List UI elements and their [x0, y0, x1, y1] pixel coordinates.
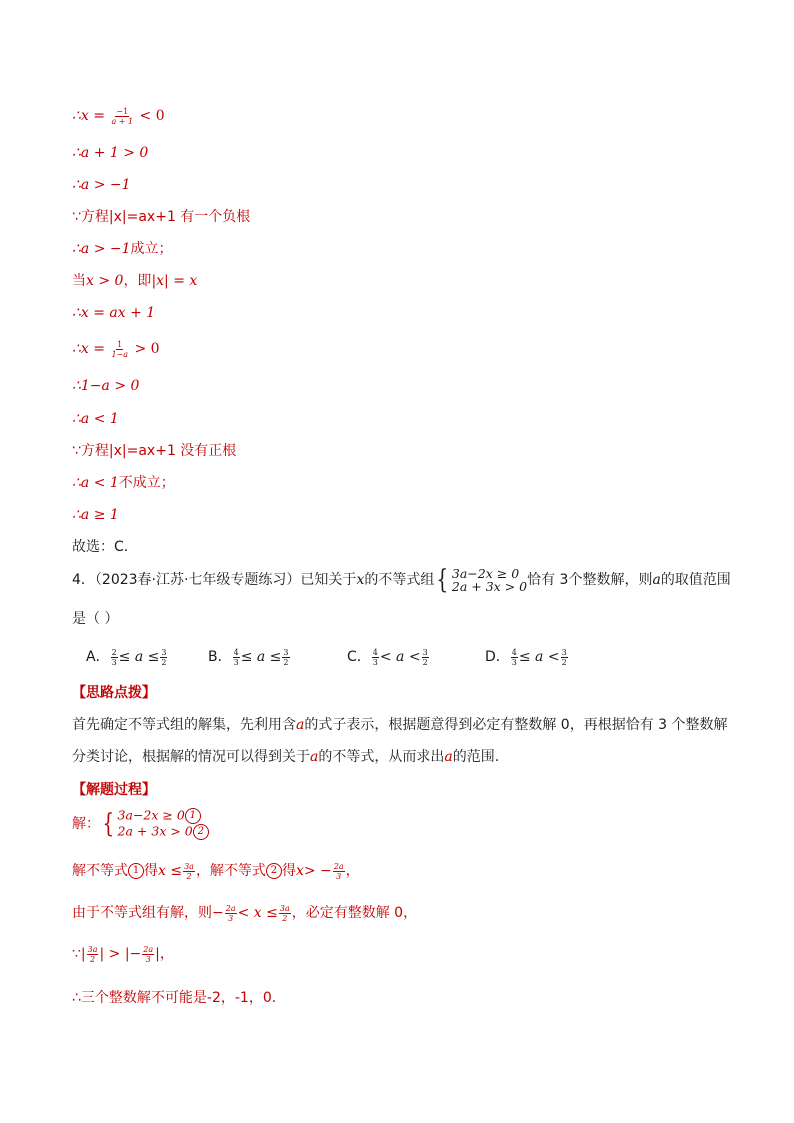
solution-line-3: ∴a > −1	[72, 177, 131, 193]
solution-line-1	[72, 106, 165, 126]
option-b[interactable]: B． $\frac{4}{3}$ ≤ a ≤ $\frac{3}{2}$	[208, 647, 289, 667]
option-c[interactable]: C． $\frac{4}{3}$ < a < $\frac{3}{2}$	[347, 647, 428, 667]
solution-heading: 【解题过程】	[72, 782, 156, 798]
solution-line-4: ∵方程|x|=ax+1 有一个负根	[72, 209, 251, 225]
brace-icon: {	[102, 809, 115, 839]
fraction: $\frac{1}{1-a}$	[111, 339, 128, 359]
solution-line-6: 当x > 0，即|x| = x	[72, 273, 198, 289]
question-4-line-2: 是（ ）	[72, 611, 119, 627]
inequality-system: { 3a−2x ≥ 0 2a + 3x > 0	[436, 565, 528, 595]
hint-heading: 【思路点拨】	[72, 685, 156, 701]
option-d[interactable]: D． $\frac{4}{3}$ ≤ a < $\frac{3}{2}$	[485, 647, 567, 667]
solution-line-12: ∴a < 1不成立；	[72, 475, 175, 491]
solution-step-4: ∴三个整数解不可能是-2，-1，0.	[72, 990, 277, 1006]
solution-line-11: ∵方程|x|=ax+1 没有正根	[72, 443, 237, 459]
solution-step-3: ∵| $\frac{3a}{2}$ | > |− $\frac{2a}{3}$ |，	[72, 944, 174, 964]
solution-line-10: ∴a < 1	[72, 411, 119, 427]
math-text: < 0	[139, 108, 165, 124]
solution-system: 解： { 3a−2x ≥ 0 1 2a + 3x > 0 2	[72, 808, 209, 840]
math-text: ∴x =	[72, 108, 105, 124]
hint-paragraph-line-2: 分类讨论，根据解的情况可以得到关于a的不等式，从而求出a的范围.	[72, 749, 500, 765]
solution-line-7: ∴x = ax + 1	[72, 305, 156, 321]
solution-step-2: 由于不等式组有解，则− $\frac{2a}{3}$ < x ≤ $\frac{3a}{2}$ ，必定有整数解 0，	[72, 903, 418, 923]
circled-number-1: 1	[185, 808, 201, 824]
solution-step-1: 解不等式 1 得x ≤ $\frac{3a}{2}$ ，解不等式 2 得x> − $\frac{2a}{3}$ ，	[72, 861, 360, 881]
solution-line-5: ∴a > −1成立；	[72, 241, 173, 257]
solution-line-13: ∴a ≥ 1	[72, 507, 119, 523]
hint-paragraph-line-1: 首先确定不等式组的解集，先利用含a的式子表示，根据题意得到必定有整数解 0，再根据恰有 3 个整数解	[72, 717, 728, 733]
option-a[interactable]: A． $\frac{2}{3}$ ≤ a ≤ $\frac{3}{2}$	[86, 647, 167, 667]
circled-number-2: 2	[193, 824, 209, 840]
question-4: 4．（2023春·江苏·七年级专题练习）已知关于x的不等式组 { 3a−2x ≥ 0 2a + 3x > 0 恰有 3个整数解，则a的取值范围	[72, 565, 731, 595]
solution-line-2: ∴a + 1 > 0	[72, 145, 149, 161]
answer-line: 故选：C.	[72, 539, 129, 555]
brace-icon: {	[436, 565, 449, 595]
fraction: $\frac{-1}{a + 1}$	[111, 106, 134, 126]
solution-line-9: ∴1−a > 0	[72, 378, 140, 394]
solution-line-8: ∴x = $\frac{1}{1-a}$ > 0	[72, 339, 160, 359]
